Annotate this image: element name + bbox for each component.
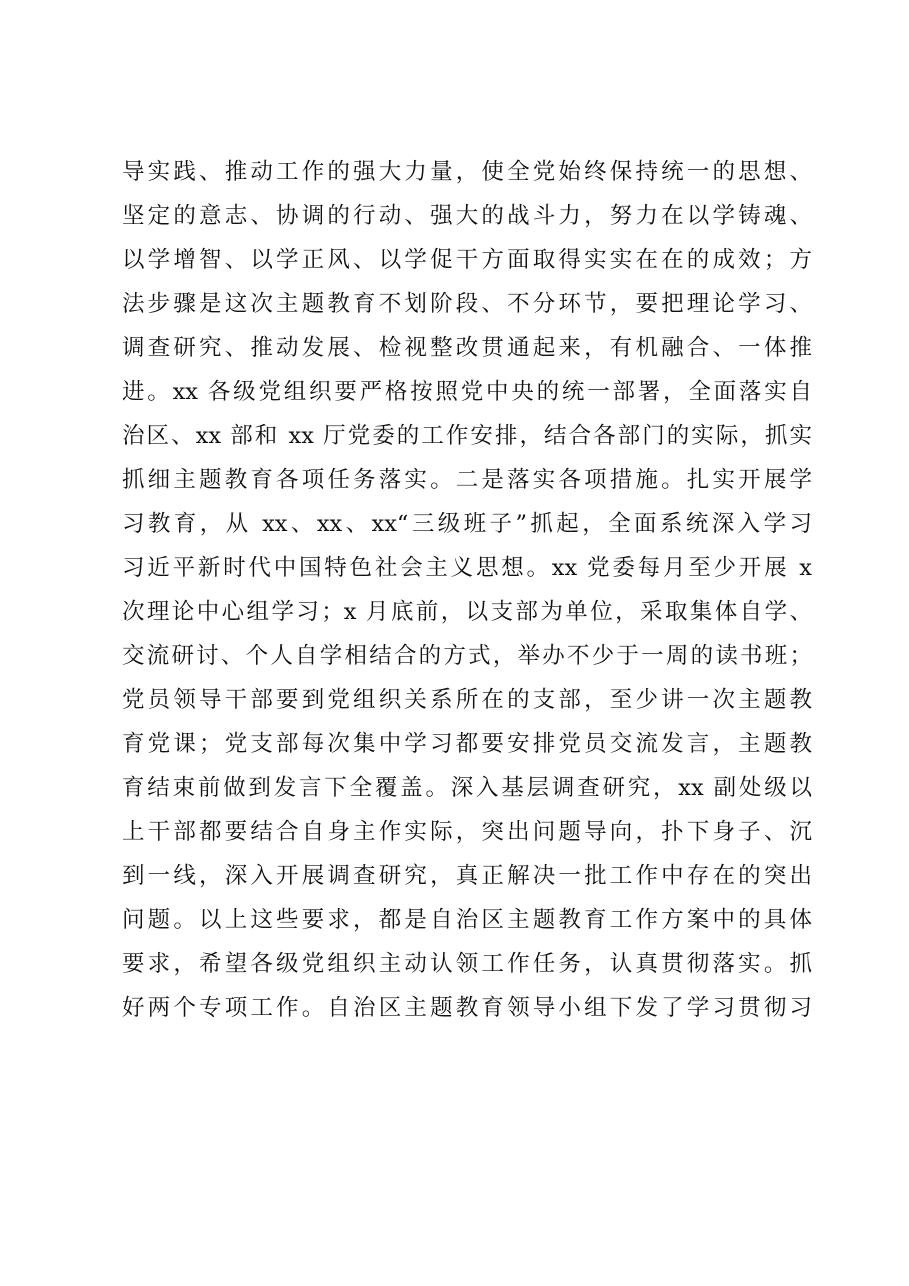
- text-line: 以学增智、以学正风、以学促干方面取得实实在在的成效；方: [122, 247, 812, 273]
- body-text: [122, 150, 812, 1030]
- text-line: 好两个专项工作。自治区主题教育领导小组下发了学习贯彻习: [122, 995, 812, 1021]
- text-line: 进。xx 各级党组织要严格按照党中央的统一部署，全面落实自: [122, 379, 812, 405]
- text-line: 育党课；党支部每次集中学习都要安排党员交流发言，主题教: [122, 731, 812, 757]
- text-line: 抓细主题教育各项任务落实。二是落实各项措施。扎实开展学: [122, 467, 812, 493]
- text-line: 问题。以上这些要求，都是自治区主题教育工作方案中的具体: [122, 907, 812, 933]
- text-line: 导实践、推动工作的强大力量，使全党始终保持统一的思想、: [122, 159, 812, 185]
- text-line: 坚定的意志、协调的行动、强大的战斗力，努力在以学铸魂、: [122, 203, 812, 229]
- text-line: 交流研讨、个人自学相结合的方式，举办不少于一周的读书班；: [122, 643, 812, 669]
- text-line: 习近平新时代中国特色社会主义思想。xx 党委每月至少开展 x: [122, 555, 812, 581]
- text-line: 育结束前做到发言下全覆盖。深入基层调查研究，xx 副处级以: [122, 775, 812, 801]
- text-line: 到一线，深入开展调查研究，真正解决一批工作中存在的突出: [122, 863, 812, 889]
- text-line: 党员领导干部要到党组织关系所在的支部，至少讲一次主题教: [122, 687, 812, 713]
- text-line: 治区、xx 部和 xx 厅党委的工作安排，结合各部门的实际，抓实: [122, 423, 812, 449]
- text-line: 法步骤是这次主题教育不划阶段、不分环节，要把理论学习、: [122, 291, 812, 317]
- text-line: 上干部都要结合自身主作实际，突出问题导向，扑下身子、沉: [122, 819, 812, 845]
- text-line: 习教育，从 xx、xx、xx“三级班子”抓起，全面系统深入学习: [122, 511, 812, 537]
- text-line: 次理论中心组学习；x 月底前，以支部为单位，采取集体自学、: [122, 599, 812, 625]
- text-line: 要求，希望各级党组织主动认领工作任务，认真贯彻落实。抓: [122, 951, 812, 977]
- text-line: 调查研究、推动发展、检视整改贯通起来，有机融合、一体推: [122, 335, 812, 361]
